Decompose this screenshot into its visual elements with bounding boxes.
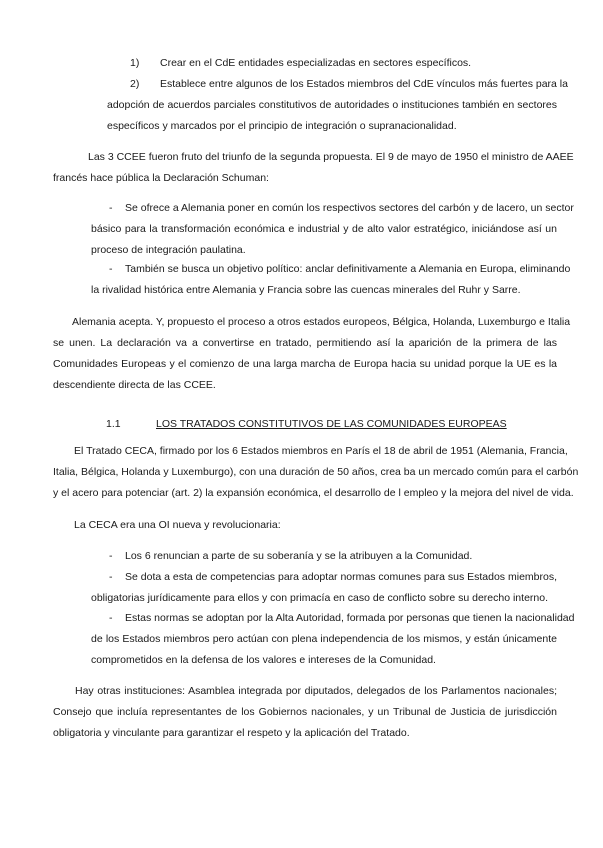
numbered-item-2 bbox=[53, 74, 568, 137]
bullet-text-line: Los 6 renuncian a parte de su soberanía y se la atribuyen a la Comunidad. bbox=[125, 550, 473, 562]
item-number: 2) bbox=[130, 78, 140, 90]
paragraph-line: Italia, Bélgica, Holanda y Luxemburgo), con una duración de 50 años, crea ba un mercado común para el carbón bbox=[53, 466, 579, 478]
paragraph-institutions bbox=[53, 681, 557, 744]
bullet-dash: - bbox=[109, 263, 113, 275]
bullet-item-5 bbox=[53, 608, 575, 671]
paragraph-germany-accepts bbox=[53, 312, 571, 396]
bullet-text-line: comprometidos en la defensa de los valores e intereses de la Comunidad. bbox=[91, 654, 436, 666]
paragraph-line: Alemania acepta. Y, propuesto el proceso a otros estados europeos, Bélgica, Holanda, Luxemburgo e Italia bbox=[72, 316, 571, 328]
paragraph-schuman bbox=[53, 147, 574, 189]
bullet-text-line: Se ofrece a Alemania poner en común los respectivos sectores del carbón y de lacero, un sector bbox=[125, 202, 574, 214]
item-number: 1) bbox=[130, 57, 140, 69]
paragraph-line: descendiente directa de las CCEE. bbox=[53, 379, 216, 391]
bullet-text-line: Se dota a esta de competencias para adoptar normas comunes para sus Estados miembros, bbox=[125, 571, 557, 583]
bullet-item-3 bbox=[53, 546, 557, 567]
paragraph-line: Comunidades Europeas y el comienzo de una larga marcha de Europa hacia su unidad porque la UE es la bbox=[53, 358, 557, 370]
bullet-item-4 bbox=[53, 567, 557, 609]
bullet-text-line: de los Estados miembros pero actúan con plena independencia de los mismos, y están únicamente bbox=[91, 633, 557, 645]
paragraph-ceca-treaty bbox=[53, 441, 579, 504]
bullet-dash: - bbox=[109, 550, 113, 562]
bullet-text-line: proceso de integración paulatina. bbox=[91, 244, 246, 256]
numbered-item-1 bbox=[53, 53, 557, 74]
section-number: 1.1 bbox=[106, 418, 121, 430]
bullet-item-2 bbox=[53, 259, 571, 301]
section-title: LOS TRATADOS CONSTITUTIVOS DE LAS COMUNIDADES EUROPEAS bbox=[156, 418, 507, 430]
paragraph-line: se unen. La declaración va a convertirse en tratado, permitiendo así la aparición de la primera de las bbox=[53, 337, 557, 349]
bullet-dash: - bbox=[109, 202, 113, 214]
paragraph-line: Hay otras instituciones: Asamblea integrada por diputados, delegados de los Parlamentos nacionales; bbox=[75, 685, 557, 697]
bullet-dash: - bbox=[109, 612, 113, 624]
paragraph-ceca-intro bbox=[53, 515, 557, 536]
bullet-dash: - bbox=[109, 571, 113, 583]
paragraph-line: El Tratado CECA, firmado por los 6 Estados miembros en París el 18 de abril de 1951 (Alemania, Francia, bbox=[74, 445, 568, 457]
bullet-text-line: obligatorias jurídicamente para ellos y con primacía en caso de conflicto sobre su derecho interno. bbox=[91, 592, 549, 604]
item-text-line: específicos y marcados por el principio de integración o supranacionalidad. bbox=[107, 120, 457, 132]
bullet-text-line: básico para la transformación económica e industrial y de alto valor estratégico, iniciándose así un bbox=[91, 223, 557, 235]
paragraph-line: y el acero para potenciar (art. 2) la expansión económica, el desarrollo de l empleo y la mejora del nivel de vida. bbox=[53, 487, 574, 499]
item-text-line: adopción de acuerdos parciales constitutivos de autoridades o instituciones también en sectores bbox=[107, 99, 557, 111]
bullet-text-line: También se busca un objetivo político: anclar definitivamente a Alemania en Europa, eliminando bbox=[125, 263, 571, 275]
item-text-line: Establece entre algunos de los Estados miembros del CdE vínculos más fuertes para la bbox=[160, 78, 568, 90]
paragraph-line: Consejo que incluía representantes de los Gobiernos nacionales, y un Tribunal de Justicia de jurisdicción bbox=[53, 706, 557, 718]
item-text: Crear en el CdE entidades especializadas en sectores específicos. bbox=[160, 57, 472, 69]
paragraph-line: La CECA era una OI nueva y revolucionaria: bbox=[74, 519, 281, 531]
section-heading bbox=[53, 414, 557, 435]
paragraph-line: francés hace pública la Declaración Schuman: bbox=[53, 172, 269, 184]
bullet-text-line: Estas normas se adoptan por la Alta Autoridad, formada por personas que tienen la nacionalidad bbox=[125, 612, 575, 624]
bullet-item-1 bbox=[53, 198, 574, 261]
paragraph-line: Las 3 CCEE fueron fruto del triunfo de la segunda propuesta. El 9 de mayo de 1950 el ministro de AAEE bbox=[88, 151, 574, 163]
paragraph-line: obligatoria y vinculante para garantizar el respeto y la aplicación del Tratado. bbox=[53, 727, 410, 739]
bullet-text-line: la rivalidad histórica entre Alemania y Francia sobre las cuencas minerales del Ruhr y Sarre. bbox=[91, 284, 521, 296]
